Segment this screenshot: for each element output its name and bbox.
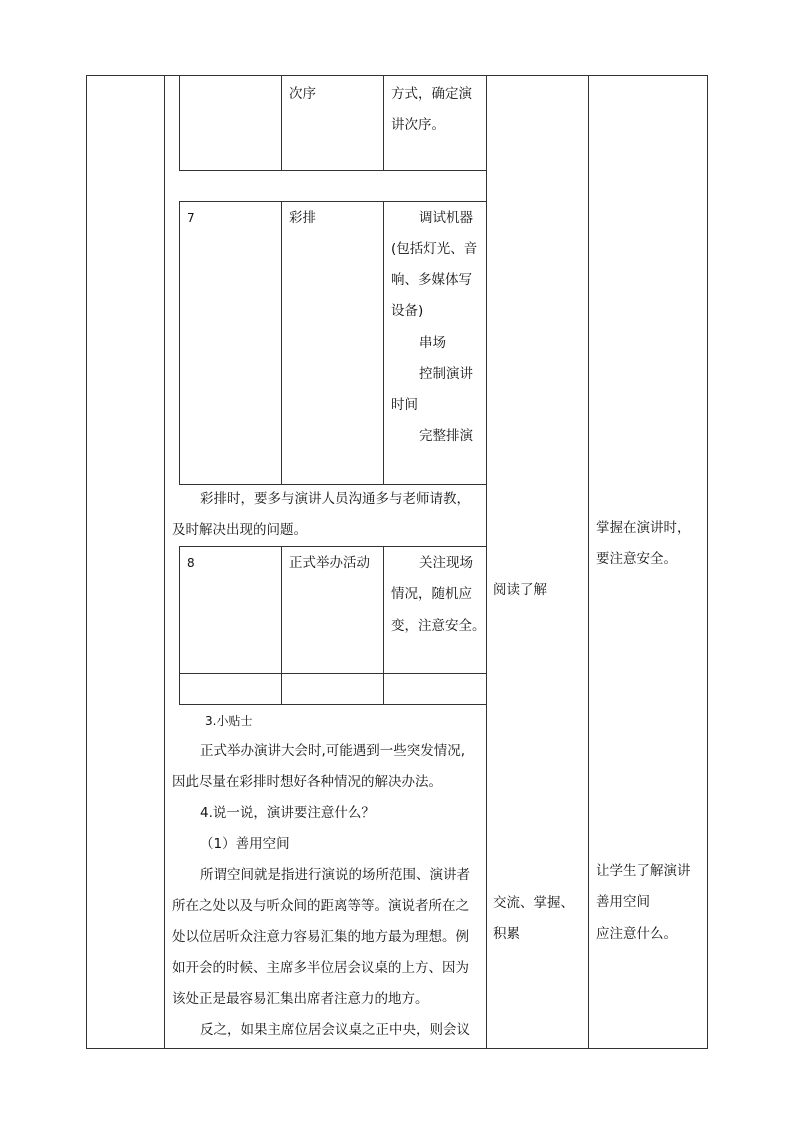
section4-paragraph-line: 该处正是最容易汇集出席者注意力的地方。 (172, 991, 429, 1007)
top-method-line-2: 讲次序。 (391, 117, 445, 133)
rehearsal-note-line-1: 彩排时，要多与演讲人员沟通多与老师请教， (200, 491, 470, 507)
tips-line-1: 正式举办演讲大会时,可能遇到一些突发情况, (200, 743, 466, 759)
student-activity-exchange-line-1: 交流、掌握、 (493, 895, 574, 911)
section4-paragraph-line: 反之，如果主席位居会议桌之正中央，则会议 (200, 1022, 470, 1038)
rehearsal-note-line-2: 及时解决出现的问题。 (172, 522, 307, 538)
outer-right-border (707, 75, 708, 1049)
row8-number: 8 (187, 556, 195, 570)
row7-detail-line: 设备) (391, 303, 424, 319)
row7-detail-line: 调试机器 (419, 210, 473, 226)
section4-heading: 4.说一说，演讲要注意什么？ (200, 805, 375, 821)
student-activity-exchange-line-2: 积累 (493, 926, 520, 942)
outer-col-divider-1 (164, 75, 165, 1049)
row7-name: 彩排 (289, 210, 316, 226)
row7-col-1 (281, 201, 282, 484)
row7-detail-line: (包括灯光、音 (391, 241, 478, 257)
intent-space-line-3: 应注意什么。 (596, 926, 677, 942)
row8-mid-border (179, 673, 486, 674)
row7-detail-line: 响、多媒体写 (391, 272, 472, 288)
row7-bottom-border (179, 484, 486, 485)
top-method-line-1: 方式，确定演 (391, 86, 472, 102)
row8-name: 正式举办活动 (289, 555, 370, 571)
row7-detail-line: 时间 (391, 397, 418, 413)
section4-paragraph-line: 处以位居听众注意力容易汇集的地方最为理想。例 (172, 929, 469, 945)
row8-detail-line: 情况，随机应 (391, 586, 472, 602)
inner-col-1 (281, 75, 282, 170)
section4-subheading: （1）善用空间 (200, 836, 290, 852)
outer-col-divider-2 (486, 75, 487, 1049)
row8-top-border (179, 546, 486, 547)
section4-paragraph-line: 所在之处以及与听众间的距离等等。演说者所在之 (172, 898, 469, 914)
outer-left-border (86, 75, 87, 1049)
intent-safety-line-1: 掌握在演讲时， (596, 520, 691, 536)
intent-space-line-1: 让学生了解演讲 (596, 863, 691, 879)
row7-detail-line: 完整排演 (419, 428, 473, 444)
tips-line-2: 因此尽量在彩排时想好各种情况的解决办法。 (172, 774, 442, 790)
inner-bottom-1 (179, 170, 486, 171)
inner-left-border (179, 75, 180, 170)
row7-detail-line: 控制演讲 (419, 366, 473, 382)
inner-top-2 (179, 201, 486, 202)
inner-col-2 (383, 75, 384, 170)
row8-left-border (179, 546, 180, 705)
top-order-cell: 次序 (289, 86, 316, 102)
row7-left-border (179, 201, 180, 484)
row8-col-1 (281, 546, 282, 705)
row7-col-2 (383, 201, 384, 484)
row8-detail-line: 关注现场 (419, 555, 473, 571)
section4-paragraph-line: 如开会的时候、主席多半位居会议桌的上方、因为 (172, 960, 469, 976)
row7-detail-line: 串场 (419, 335, 446, 351)
intent-space-line-2: 善用空间 (596, 894, 650, 910)
row8-col-2 (383, 546, 384, 705)
student-activity-read: 阅读了解 (493, 582, 547, 598)
intent-safety-line-2: 要注意安全。 (596, 551, 677, 567)
row8-detail-line: 变，注意安全。 (391, 618, 486, 634)
outer-col-divider-3 (588, 75, 589, 1049)
outer-bottom-border (86, 1048, 708, 1049)
tips-heading: 3.小贴士 (205, 714, 253, 728)
row-empty-bottom-border (179, 704, 486, 705)
section4-paragraph-line: 所谓空间就是指进行演说的场所范围、演讲者 (200, 867, 470, 883)
row7-number: 7 (187, 211, 195, 225)
